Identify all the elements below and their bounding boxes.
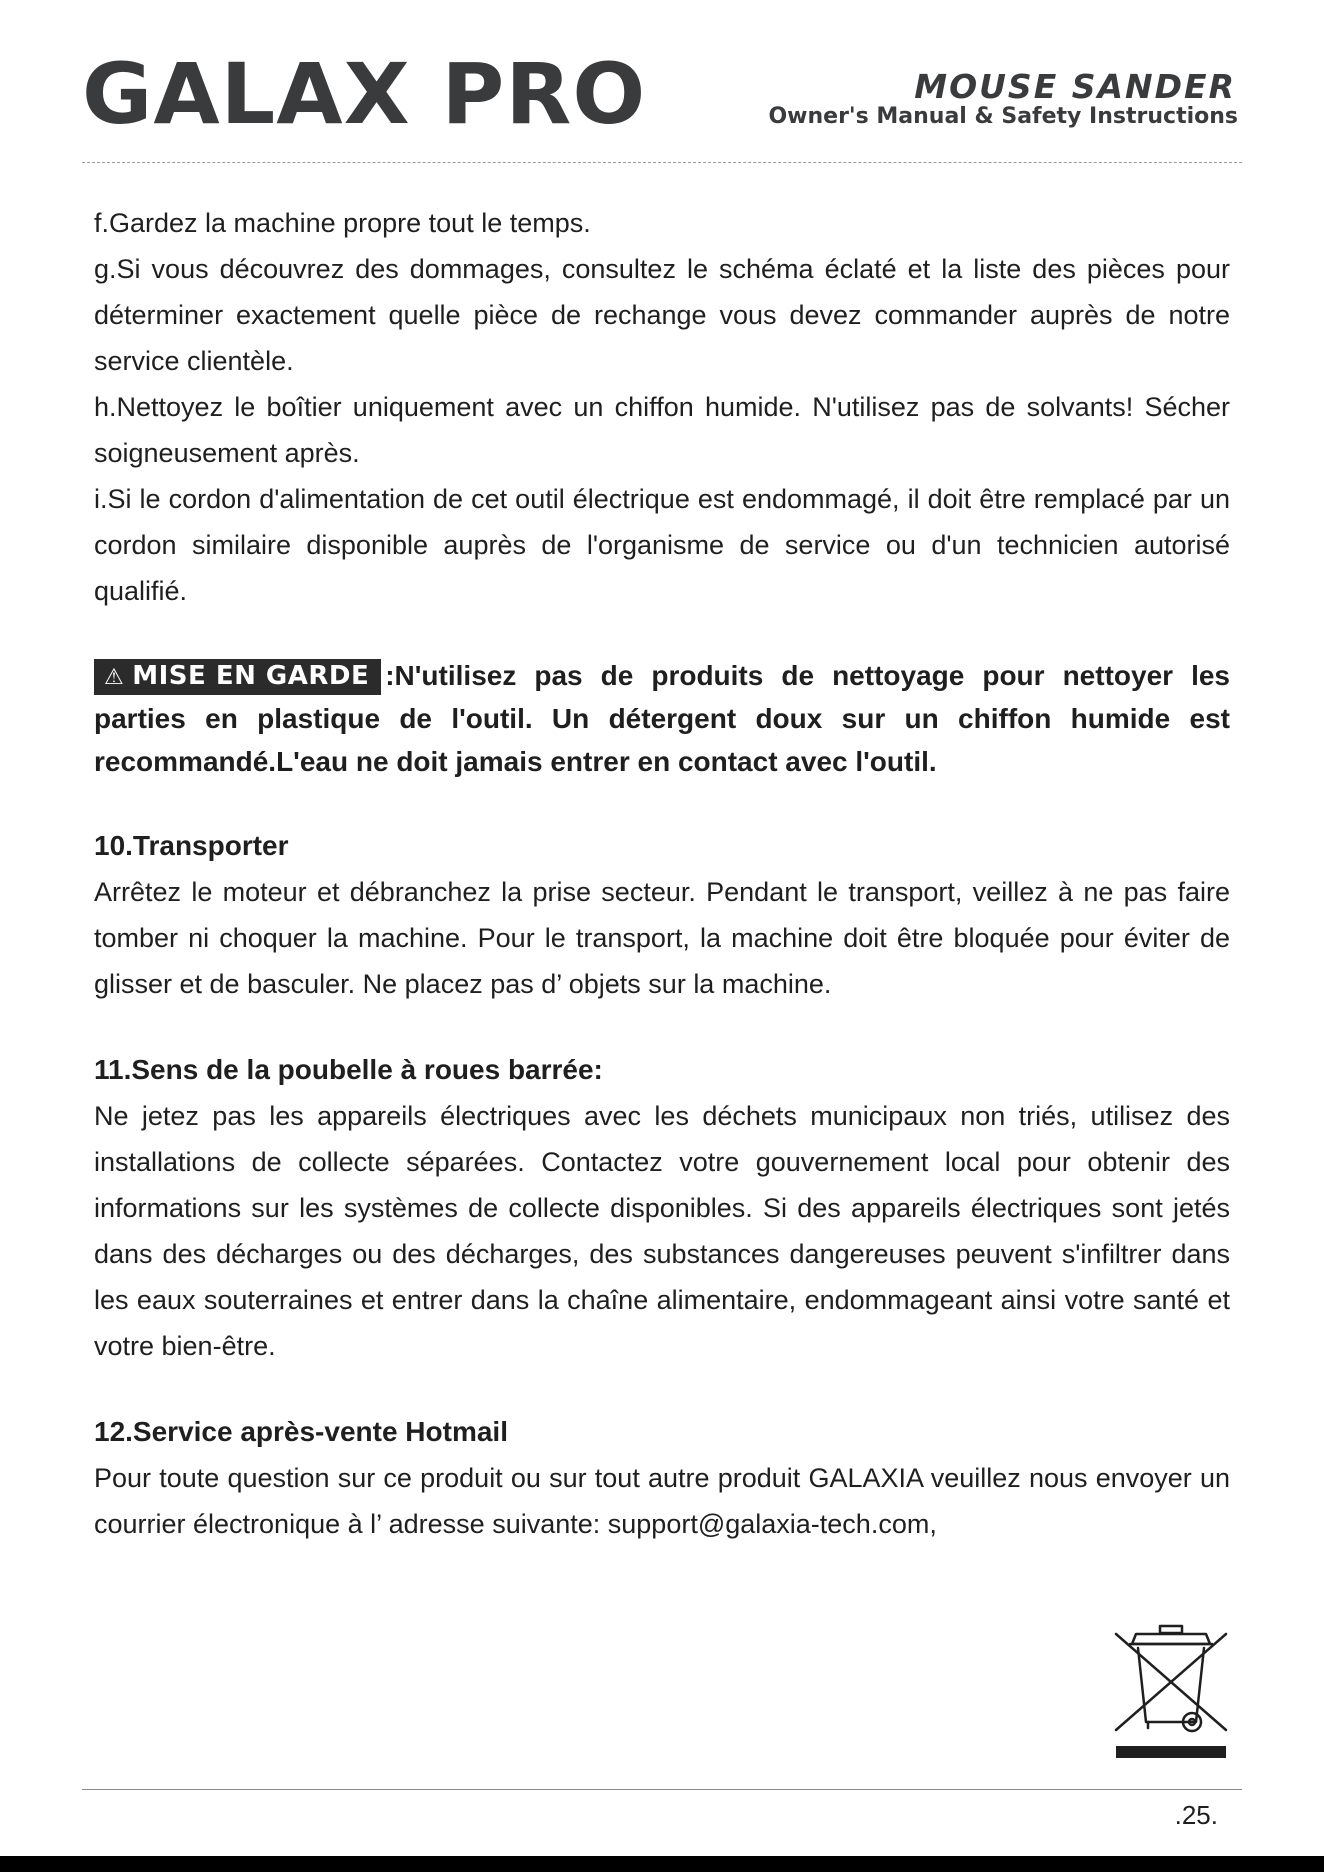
- footer-divider: [82, 1789, 1242, 1790]
- warning-badge-label: MISE EN GARDE: [132, 661, 370, 691]
- product-title: MOUSE SANDER: [914, 67, 1236, 106]
- warning-text: :N'utilisez pas de produits de nettoyage pour nettoyer les parties en plastique de l'outil. Un détergent doux sur un chiffon humide est recommandé.L'eau ne doit jamais entrer en contact avec l'outil.: [94, 660, 1230, 777]
- list-item-f: f.Gardez la machine propre tout le temps.: [94, 208, 591, 238]
- warning-block: [94, 654, 1230, 783]
- page-content: [94, 200, 1230, 1547]
- list-item-i: i.Si le cordon d'alimentation de cet outil électrique est endommagé, il doit être remplacé par un cordon similaire disponible auprès de l'organisme de service ou d'un technicien autorisé qualifié.: [94, 484, 1230, 606]
- brand-logo: GALAX PRO: [82, 45, 647, 143]
- section-title-transport: 10.Transporter: [94, 830, 289, 861]
- section-title-weee: 11.Sens de la poubelle à roues barrée:: [94, 1054, 603, 1085]
- list-item-h: h.Nettoyez le boîtier uniquement avec un chiffon humide. N'utilisez pas de solvants! Sécher soigneusement après.: [94, 392, 1230, 468]
- crossed-out-wheelie-bin-icon: [1110, 1622, 1232, 1760]
- header-divider: [82, 162, 1242, 163]
- product-subtitle: Owner's Manual & Safety Instructions: [768, 104, 1238, 129]
- warning-badge: [94, 659, 381, 695]
- section-body-service: Pour toute question sur ce produit ou sur tout autre produit GALAXIA veuillez nous envoyer un courrier électronique à l’ adresse suivante: support@galaxia-tech.com,: [94, 1463, 1230, 1539]
- list-item-g: g.Si vous découvrez des dommages, consultez le schéma éclaté et la liste des pièces pour déterminer exactement quelle pièce de rechange vous devez commander auprès de notre service clientèle.: [94, 254, 1230, 376]
- page-number: .25.: [1174, 1800, 1218, 1830]
- section-body-weee: Ne jetez pas les appareils électriques avec les déchets municipaux non triés, utilisez des installations de collecte séparées. Contactez votre gouvernement local pour obtenir des informations sur les systèmes de collecte disponibles. Si des appareils électriques sont jetés dans des décharges ou des décharges, des substances dangereuses peuvent s'infiltrer dans les eaux souterraines et entrer dans la chaîne alimentaire, endommageant ainsi votre santé et votre bien-être.: [94, 1101, 1230, 1361]
- warning-triangle-icon: ⚠: [104, 665, 125, 690]
- section-title-service: 12.Service après-vente Hotmail: [94, 1416, 508, 1447]
- bottom-edge-bar: [0, 1856, 1324, 1872]
- section-body-transport: Arrêtez le moteur et débranchez la prise secteur. Pendant le transport, veillez à ne pas faire tomber ni choquer la machine. Pour le transport, la machine doit être bloquée pour éviter de glisser et de basculer. Ne placez pas d’ objets sur la machine.: [94, 877, 1230, 999]
